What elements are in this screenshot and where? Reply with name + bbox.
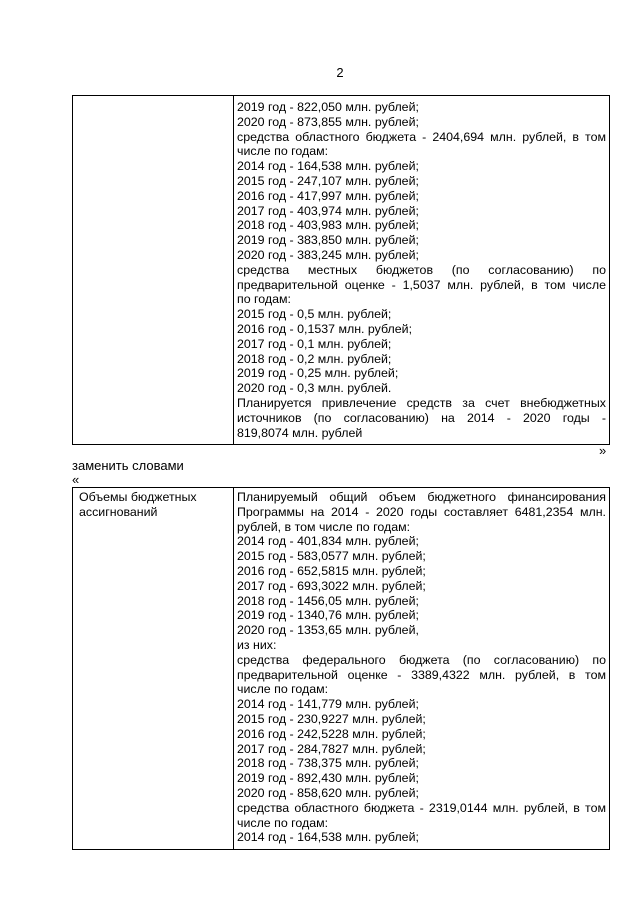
text-line: числе по годам: xyxy=(237,815,329,830)
text-line: 2018 год - 0,2 млн. рублей; xyxy=(237,351,392,366)
text-line: Планируется привлечение средств за счет внебюджетных xyxy=(237,395,606,410)
budget-table-continued xyxy=(72,95,610,445)
text-line: по годам: xyxy=(237,292,291,307)
table2-content-cell xyxy=(234,488,610,850)
text-line: 2016 год - 652,5815 млн. рублей; xyxy=(237,563,426,578)
text-line: 2017 год - 284,7827 млн. рублей; xyxy=(237,741,426,756)
text-line: Программы на 2014 - 2020 годы составляет 6481,2354 млн. xyxy=(237,504,606,519)
text-line: 2017 год - 403,974 млн. рублей; xyxy=(237,203,419,218)
table1-content-cell xyxy=(234,96,610,445)
text-line: из них: xyxy=(237,637,277,652)
text-line: средства местных бюджетов (по согласованию) по xyxy=(237,262,606,277)
text-line: 2019 год - 0,25 млн. рублей; xyxy=(237,366,399,381)
text-line: рублей, в том числе по годам: xyxy=(237,519,411,534)
text-line: средства областного бюджета - 2404,694 млн. рублей, в том xyxy=(237,129,606,144)
text-line: 819,8074 млн. рублей xyxy=(237,425,363,440)
text-line: 2019 год - 892,430 млн. рублей; xyxy=(237,771,419,786)
text-line: 2015 год - 0,5 млн. рублей; xyxy=(237,307,392,322)
text-line: 2015 год - 583,0577 млн. рублей; xyxy=(237,549,426,564)
budget-allocations-table xyxy=(72,487,610,850)
text-line: 2019 год - 822,050 млн. рублей; xyxy=(237,100,419,114)
text-line: 2020 год - 383,245 млн. рублей; xyxy=(237,247,419,262)
text-line: 2017 год - 693,3022 млн. рублей; xyxy=(237,578,426,593)
text-line: 2016 год - 417,997 млн. рублей; xyxy=(237,188,419,203)
text-line: 2014 год - 164,538 млн. рублей; xyxy=(237,159,419,174)
text-line: 2014 год - 401,834 млн. рублей; xyxy=(237,534,419,549)
text-line: 2019 год - 383,850 млн. рублей; xyxy=(237,233,419,248)
text-line: 2018 год - 738,375 млн. рублей; xyxy=(237,756,419,771)
text-line: 2020 год - 0,3 млн. рублей. xyxy=(237,381,392,396)
text-line: источников (по согласованию) на 2014 - 2020 годы - xyxy=(237,410,606,425)
text-line: 2020 год - 858,620 млн. рублей; xyxy=(237,785,419,800)
text-line: 2015 год - 247,107 млн. рублей; xyxy=(237,173,419,188)
text-line: предварительной оценке - 1,5037 млн. рублей, в том числе xyxy=(237,277,606,292)
text-line: 2018 год - 403,983 млн. рублей; xyxy=(237,218,419,233)
text-line: 2018 год - 1456,05 млн. рублей; xyxy=(237,593,419,608)
text-line: средства областного бюджета - 2319,0144 млн. рублей, в том xyxy=(237,800,606,815)
text-line: числе по годам: xyxy=(237,144,329,159)
text-line: Планируемый общий объем бюджетного финансирования xyxy=(237,490,606,504)
text-line: 2020 год - 1353,65 млн. рублей, xyxy=(237,623,419,638)
closing-quote: » xyxy=(599,443,607,458)
table2-label-cell: Объемы бюджетных ассигнований xyxy=(73,488,234,850)
text-line: 2019 год - 1340,76 млн. рублей; xyxy=(237,608,419,623)
text-line: средства федерального бюджета (по согласованию) по xyxy=(237,652,606,667)
text-line: 2017 год - 0,1 млн. рублей; xyxy=(237,336,392,351)
text-line: числе по годам: xyxy=(237,682,329,697)
text-line: предварительной оценке - 3389,4322 млн. рублей, в том xyxy=(237,667,606,682)
text-line: 2014 год - 141,779 млн. рублей; xyxy=(237,697,419,712)
page-number: 2 xyxy=(336,65,344,80)
text-line: 2014 год - 164,538 млн. рублей; xyxy=(237,830,419,845)
text-line: 2020 год - 873,855 млн. рублей; xyxy=(237,114,419,129)
text-line: 2016 год - 242,5228 млн. рублей; xyxy=(237,726,426,741)
table1-label-cell xyxy=(73,96,234,445)
text-line: 2015 год - 230,9227 млн. рублей; xyxy=(237,711,426,726)
table1-lines xyxy=(237,100,606,440)
opening-quote: « xyxy=(72,472,80,487)
text-line: 2016 год - 0,1537 млн. рублей; xyxy=(237,321,413,336)
table-row xyxy=(73,488,610,850)
table2-lines xyxy=(237,490,606,845)
table-row xyxy=(73,96,610,445)
replace-instruction: заменить словами xyxy=(72,458,184,473)
